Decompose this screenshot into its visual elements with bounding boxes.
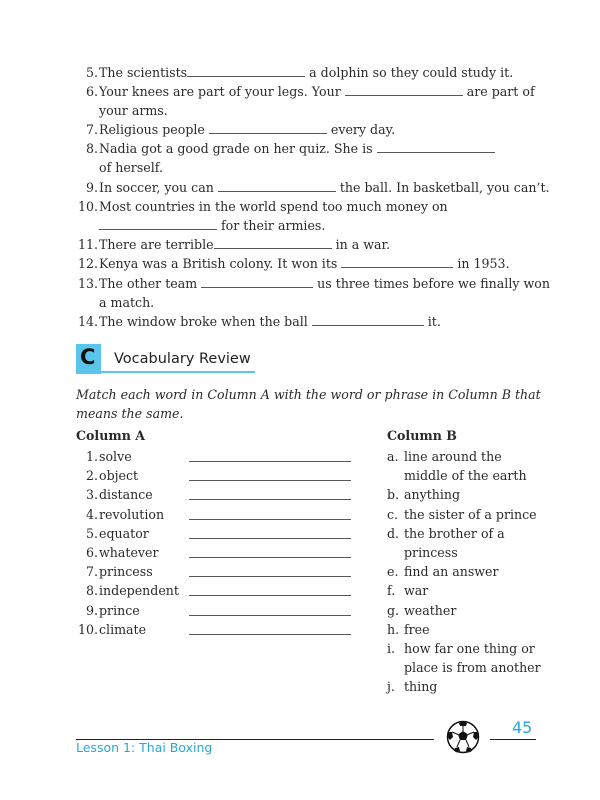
vocab-word: equator: [99, 525, 149, 541]
definition-text: middle of the earth: [404, 468, 527, 484]
item-text: There are terrible: [99, 237, 214, 252]
item-number: 13.: [77, 276, 98, 291]
item-number: 12.: [77, 256, 98, 271]
answer-blank[interactable]: [218, 179, 336, 192]
vocab-word: whatever: [99, 545, 159, 560]
vocab-word: object: [99, 468, 139, 484]
item-number: 9.: [85, 180, 98, 195]
answer-blank[interactable]: [189, 480, 351, 481]
item-number: 1.: [85, 449, 98, 464]
item-number: 5.: [85, 65, 98, 80]
item-text: Religious people: [99, 122, 209, 137]
item-continuation: of herself.: [99, 160, 163, 175]
item-text: The other team: [99, 276, 202, 291]
answer-blank[interactable]: [189, 538, 351, 539]
definition-text: place is from another: [404, 660, 541, 676]
vocab-word: climate: [99, 621, 147, 637]
definition-text: anything: [404, 487, 461, 503]
item-letter: j.: [387, 679, 395, 695]
item-letter: a.: [387, 449, 399, 464]
answer-blank[interactable]: [189, 615, 351, 616]
item-text: In soccer, you can: [99, 180, 218, 195]
item-text: in 1953.: [453, 256, 510, 271]
item-continuation: a match.: [99, 295, 155, 310]
answer-blank[interactable]: [214, 236, 332, 249]
section-letter: C: [80, 345, 96, 369]
answer-blank[interactable]: [189, 557, 351, 558]
item-number: 7.: [85, 564, 98, 580]
answer-blank[interactable]: [189, 519, 351, 520]
vocab-word: solve: [99, 449, 132, 464]
answer-blank[interactable]: [187, 64, 305, 77]
definition-text: weather: [404, 602, 457, 618]
page-number: 45: [512, 718, 533, 737]
soccer-ball-icon: [446, 720, 480, 754]
item-text: The scientists: [99, 65, 188, 80]
answer-blank[interactable]: [99, 217, 217, 230]
item-text: for their armies.: [217, 218, 326, 233]
definition-text: war: [404, 583, 429, 599]
vocab-word: prince: [99, 602, 140, 618]
item-number: 11.: [77, 237, 98, 252]
item-text: Kenya was a British colony. It won its: [99, 256, 342, 271]
item-number: 2.: [85, 468, 98, 484]
item-number: 6.: [85, 545, 98, 560]
vocab-word: distance: [99, 487, 153, 503]
item-text: Most countries in the world spend too much money on: [99, 199, 448, 214]
column-b-heading: Column B: [387, 428, 457, 443]
answer-blank[interactable]: [189, 461, 351, 462]
item-text: in a war.: [331, 237, 391, 252]
item-number: 4.: [85, 506, 98, 522]
vocab-word: princess: [99, 564, 153, 580]
lesson-title: Lesson 1: Thai Boxing: [76, 740, 213, 755]
item-letter: d.: [387, 525, 400, 541]
item-letter: f.: [387, 583, 396, 599]
item-letter: c.: [387, 506, 399, 522]
item-number: 7.: [85, 122, 98, 137]
definition-text: line around the: [404, 449, 502, 464]
definition-text: the sister of a prince: [404, 506, 537, 522]
answer-blank[interactable]: [345, 83, 463, 96]
answer-blank[interactable]: [341, 255, 453, 268]
answer-blank[interactable]: [189, 634, 351, 635]
definition-text: thing: [404, 679, 438, 695]
item-number: 3.: [85, 487, 98, 503]
section-title: Vocabulary Review: [114, 351, 251, 367]
column-a-heading: Column A: [76, 428, 146, 443]
answer-blank[interactable]: [201, 275, 313, 288]
item-text: The window broke when the ball: [99, 314, 312, 329]
item-text: us three times before we finally won: [313, 276, 550, 291]
answer-blank[interactable]: [312, 313, 424, 326]
item-number: 10.: [77, 621, 98, 637]
section-instructions: Match each word in Column A with the word or phrase in Column B that means the same.: [76, 387, 541, 421]
definition-text: how far one thing or: [404, 641, 535, 656]
definition-text: find an answer: [404, 564, 499, 580]
item-text: it.: [423, 314, 441, 329]
answer-blank[interactable]: [189, 499, 351, 500]
item-number: 6.: [85, 84, 98, 99]
item-continuation: your arms.: [99, 103, 168, 118]
item-number: 5.: [85, 525, 98, 541]
answer-blank[interactable]: [377, 140, 495, 153]
item-number: 9.: [85, 602, 98, 618]
vocab-word: revolution: [99, 506, 165, 522]
section-underline: [101, 371, 255, 373]
item-letter: e.: [387, 564, 399, 580]
item-continuation: [99, 216, 325, 235]
item-number: 10.: [77, 199, 98, 214]
definition-text: the brother of a: [404, 525, 505, 541]
item-number: 14.: [77, 314, 98, 329]
item-number: 8.: [85, 141, 98, 156]
definition-text: free: [404, 621, 430, 637]
item-letter: b.: [387, 487, 400, 503]
item-text: every day.: [326, 122, 396, 137]
item-letter: h.: [387, 621, 400, 637]
item-letter: i.: [387, 641, 396, 656]
item-text: Nadia got a good grade on her quiz. She is: [99, 141, 377, 156]
item-letter: g.: [387, 602, 400, 618]
vocab-word: independent: [99, 583, 179, 599]
item-text: Your knees are part of your legs. Your: [99, 84, 345, 99]
page-number-rule: [490, 739, 536, 740]
item-text: the ball. In basketball, you can’t.: [335, 180, 550, 195]
item-text: a dolphin so they could study it.: [305, 65, 514, 80]
answer-blank[interactable]: [189, 576, 351, 577]
definition-text: princess: [404, 545, 458, 560]
answer-blank[interactable]: [189, 595, 351, 596]
item-number: 8.: [85, 583, 98, 599]
item-text: are part of: [462, 84, 535, 99]
answer-blank[interactable]: [209, 121, 327, 134]
